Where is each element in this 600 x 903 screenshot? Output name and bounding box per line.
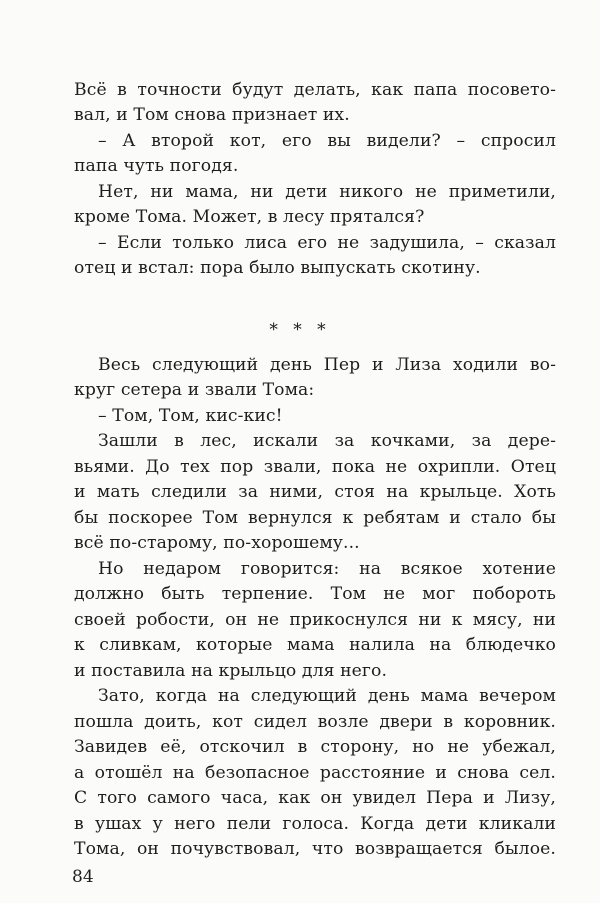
text-line: круг сетера и звали Тома: [74,380,315,400]
text-line: папа чуть погодя. [74,156,239,176]
text-line: Завидев её, отскочил в сторону, но не убежал, [74,737,556,757]
text-line: к сливкам, которые мама налила на блюдечко [74,635,556,655]
page-number: 84 [72,867,94,887]
text-line: а отошёл на безопасное расстояние и снова сел. [74,763,556,783]
text-line: бы поскорее Том вернулся к ребятам и стало бы [74,508,556,528]
text-line: – Если только лиса его не задушила, – сказал [98,233,556,253]
text-line: должно быть терпение. Том не мог побороть [74,584,556,604]
section-separator: * * * [269,320,331,340]
text-line: – А второй кот, его вы видели? – спросил [98,131,556,151]
text-line: пошла доить, кот сидел возле двери в коровник. [74,712,556,732]
text-line: кроме Тома. Может, в лесу прятался? [74,207,425,227]
text-line: вал, и Том снова признает их. [74,105,350,125]
text-line: Нет, ни мама, ни дети никого не приметили, [98,182,556,202]
text-line: Зашли в лес, искали за кочками, за дере- [98,431,556,451]
text-line: своей робости, он не прикоснулся ни к мясу, ни [74,610,556,630]
text-line: Зато, когда на следующий день мама вечером [98,686,556,706]
text-line: Всё в точности будут делать, как папа посовето- [74,80,556,100]
text-line: Но недаром говорится: на всякое хотение [98,559,556,579]
text-line: Весь следующий день Пер и Лиза ходили во- [98,355,556,375]
text-line: С того самого часа, как он увидел Пера и Лизу, [74,788,556,808]
text-line: отец и встал: пора было выпускать скотину. [74,258,481,278]
text-line: в ушах у него пели голоса. Когда дети кликали [74,814,556,834]
text-line: – Том, Том, кис-кис! [98,406,283,426]
text-line: и поставила на крыльцо для него. [74,661,388,681]
text-line: и мать следили за ними, стоя на крыльце. Хоть [74,482,556,502]
text-line: вьями. До тех пор звали, пока не охрипли. Отец [74,457,556,477]
text-line: Тома, он почувствовал, что возвращается былое. [74,839,556,859]
text-line: всё по-старому, по-хорошему... [74,533,360,553]
